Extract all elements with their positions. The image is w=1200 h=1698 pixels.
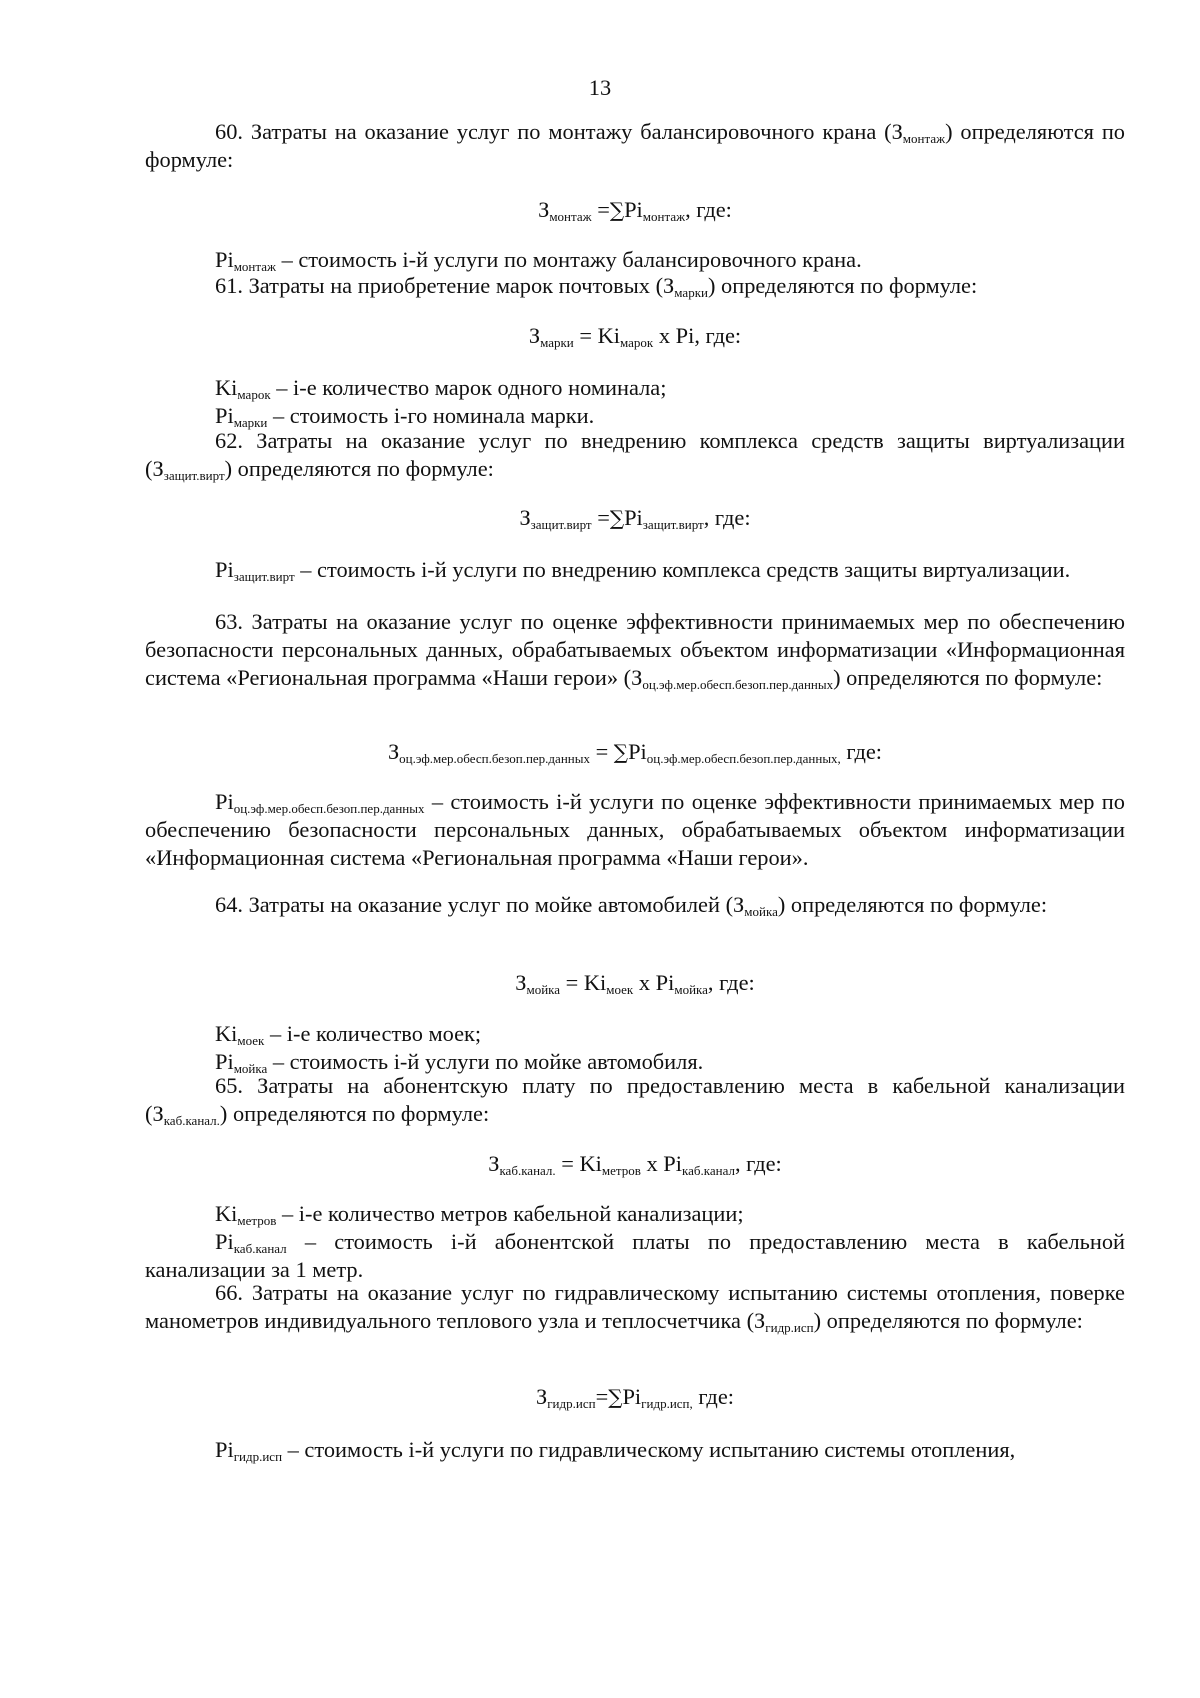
- formula-60: $З_{монтаж} =\sum Pi_{монтаж}$, где:: [538, 197, 732, 224]
- item-61: [145, 272, 1125, 300]
- definition: $Pi_{оц.эф.мер.обесп.безоп.пер.данных}$ – стоимость i-й услуги по оценке эффективности принимаемых мер по обеспечению безопасности персональных данных, обрабатываемых объектом информатизации «Информационная система «Региональная программа «Наши герои».: [145, 789, 1125, 870]
- definition: $Pi_{монтаж}$ – стоимость i-й услуги по монтажу балансировочного крана.: [215, 247, 862, 274]
- item-60: [145, 118, 1125, 174]
- defs-61: [145, 374, 1125, 430]
- definition: $Pi_{марки}$ – стоимость i-го номинала марки.: [215, 403, 595, 430]
- definition: $Pi_{каб.канал}$ – стоимость i-й абонентской платы по предоставлению места в кабельной канализации за 1 метр.: [145, 1229, 1125, 1282]
- defs-60: [145, 246, 1125, 274]
- formula-65: $З_{каб.канал.} = Ki_{метров}$ x $Pi_{каб.канал}$, где:: [488, 1151, 782, 1178]
- item-64-intro: 64. Затраты на оказание услуг по мойке автомобилей $(З_{мойка})$ определяются по формуле:: [215, 892, 1048, 919]
- item-62-intro: 62. Затраты на оказание услуг по внедрению комплекса средств защиты виртуализации $(З_{защит.вирт})$ определяются по формуле:: [145, 428, 1125, 483]
- definition: $Ki_{марок} - i-е$ количество марок одного номинала;: [215, 375, 667, 402]
- item-64: [145, 891, 1125, 919]
- item-66: [145, 1279, 1125, 1335]
- item-66-intro: 66. Затраты на оказание услуг по гидравлическому испытанию системы отопления, поверке манометров индивидуального теплового узла и теплосчетчика $(З_{гидр.исп})$ определяются по формуле:: [145, 1280, 1125, 1335]
- item-65-intro: 65. Затраты на абонентскую плату по предоставлению места в кабельной канализации $(З_{каб.канал.})$ определяются по формуле:: [145, 1073, 1125, 1128]
- page-number: 13: [588, 75, 612, 100]
- formula-63: $З_{оц.эф.мер.обесп.безоп.пер.данных} = \sum Pi_{оц.эф.мер.обесп.безоп.пер.данных,}$ где:: [387, 739, 883, 766]
- defs-62: [145, 556, 1125, 584]
- formula-66: $З_{гидр.исп}=\sum Pi_{гидр.исп,}$ где:: [536, 1384, 734, 1411]
- definition: $Ki_{моек} - i-е$ количество моек;: [215, 1021, 482, 1048]
- formula-61: $З_{марки} = Ki_{марок}$ x Pi, где:: [528, 323, 742, 350]
- defs-63: [145, 788, 1125, 872]
- item-65: [145, 1072, 1125, 1128]
- definition: $Pi_{гидр.исп}$ – стоимость i-й услуги по гидравлическому испытанию системы отопления,: [215, 1437, 1016, 1464]
- item-60-intro: 60. Затраты на оказание услуг по монтажу балансировочного крана $(З_{монтаж})$ определяются по формуле:: [145, 119, 1125, 172]
- item-61-intro: 61. Затраты на приобретение марок почтовых $(З_{марки})$ определяются по формуле:: [215, 273, 978, 300]
- definition: $Ki_{метров} - i-е$ количество метров кабельной канализации;: [215, 1201, 744, 1228]
- item-63: [145, 608, 1125, 692]
- defs-65: [145, 1200, 1125, 1284]
- definition: $Pi_{защит.вирт}$ – стоимость i-й услуги по внедрению комплекса средств защиты виртуализации.: [215, 557, 1071, 584]
- definition: $Pi_{мойка}$ – стоимость i-й услуги по мойке автомобиля.: [215, 1049, 704, 1076]
- defs-64: [145, 1020, 1125, 1076]
- item-63-intro: 63. Затраты на оказание услуг по оценке эффективности принимаемых мер по обеспечению безопасности персональных данных, обрабатываемых объектом информатизации «Информационная система «Региональная программа «Наши герои» $(З_{оц.эф.мер.обесп.безоп.пер.данных})$ определяются по формуле:: [145, 609, 1125, 692]
- item-62: [145, 427, 1125, 483]
- defs-66: [145, 1436, 1125, 1464]
- formula-64: $З_{мойка} = Ki_{моек}$ x $Pi_{мойка}$, где:: [515, 970, 755, 997]
- formula-62: $З_{защит.вирт} =\sum Pi_{защит.вирт}$, где:: [519, 505, 751, 532]
